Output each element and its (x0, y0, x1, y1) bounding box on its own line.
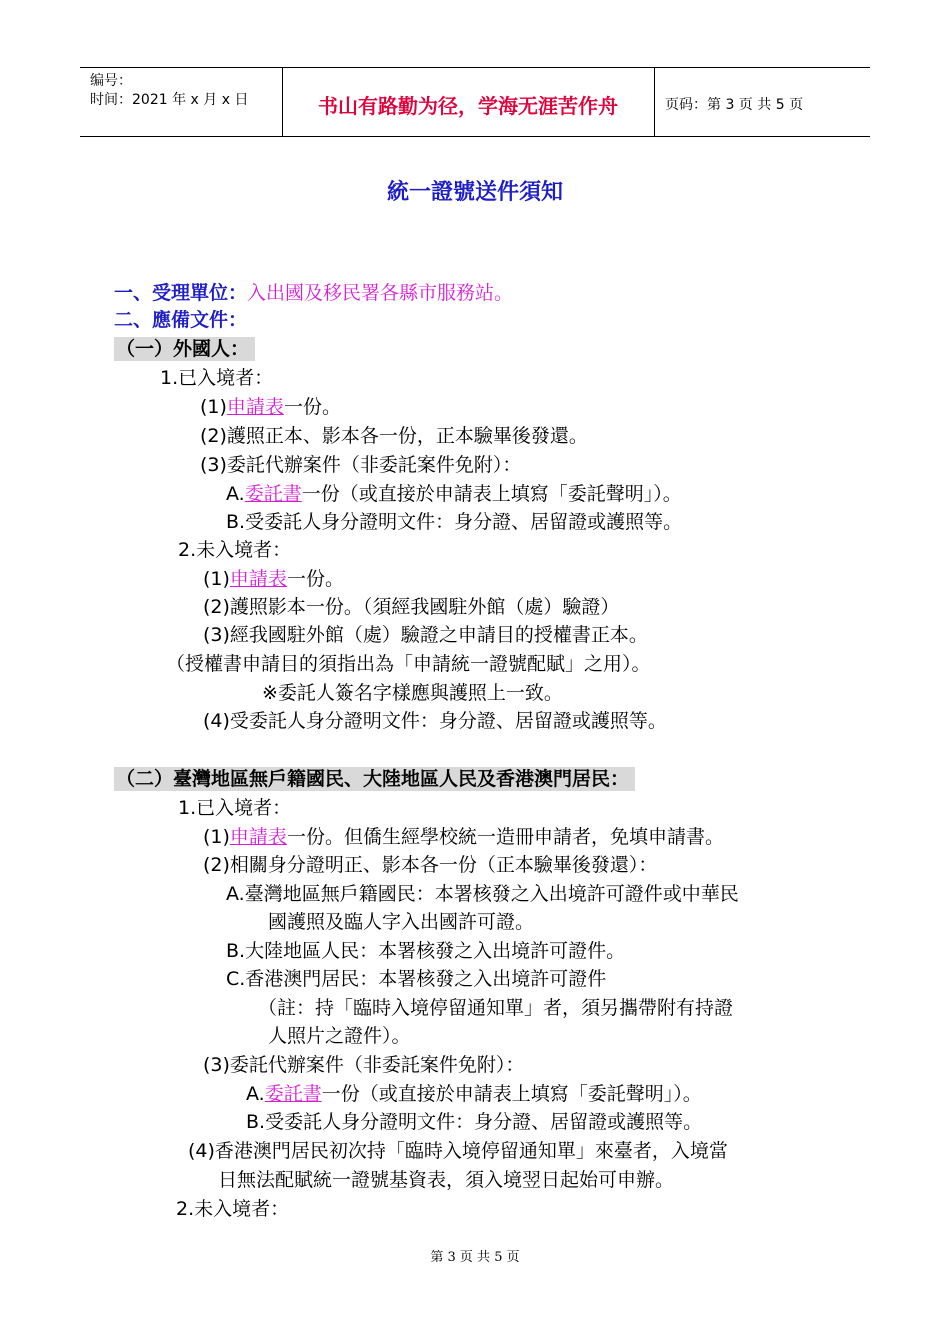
header-motto: 书山有路勤为径，学海无涯苦作舟 (318, 94, 618, 118)
power-of-attorney-link[interactable]: 委託書 (244, 483, 302, 505)
list-item: (1)申請表一份。 (203, 568, 344, 590)
list-item: 日無法配賦統一證號基資表，須入境翌日起始可申辦。 (218, 1169, 675, 1191)
list-item-note: （授權書申請目的須指出為「申請統一證號配賦」之用）。 (166, 653, 651, 675)
list-item: (3)經我國駐外館（處）驗證之申請目的授權書正本。 (203, 624, 648, 646)
item-label: 1.已入境者： (160, 367, 274, 389)
header-page-info: 页码：第 3 页 共 5 页 (665, 97, 804, 113)
list-item-note: ※委託人簽名字樣應與護照上一致。 (262, 682, 563, 704)
list-item-note: 人照片之證件）。 (268, 1025, 411, 1047)
section-receiving-unit (114, 280, 513, 306)
list-item: (3)委託代辦案件（非委託案件免附）： (200, 454, 522, 476)
page-header (80, 67, 870, 137)
list-item: (1)申請表一份。 (200, 396, 341, 418)
item-label: 2.未入境者： (178, 539, 292, 561)
list-item: 國護照及臨人字入出國許可證。 (268, 911, 535, 933)
time-label: 时间：2021 年 x 月 x 日 (90, 92, 249, 108)
item-label: 1.已入境者： (178, 797, 292, 819)
power-of-attorney-link[interactable]: 委託書 (264, 1083, 322, 1105)
list-item: (2)護照影本一份。（須經我國駐外館（處）驗證） (203, 596, 620, 618)
list-item: B.受委託人身分證明文件：身分證、居留證或護照等。 (246, 1111, 703, 1133)
header-divider (654, 68, 655, 136)
application-form-link[interactable]: 申請表 (229, 826, 287, 848)
subheading-foreigners: （一）外國人： (114, 336, 255, 362)
list-item: (3)委託代辦案件（非委託案件免附）： (203, 1054, 525, 1076)
list-item: A.委託書一份（或直接於申請表上填寫「委託聲明」）。 (246, 1083, 702, 1105)
list-item: C.香港澳門居民：本署核發之入出境許可證件 (226, 968, 607, 990)
list-item: A.臺灣地區無戶籍國民：本署核發之入出境許可證件或中華民 (226, 883, 739, 905)
section-value: 入出國及移民署各縣市服務站。 (247, 282, 514, 304)
application-form-link[interactable]: 申請表 (229, 568, 287, 590)
list-item: (1)申請表一份。但僑生經學校統一造冊申請者，免填申請書。 (203, 826, 724, 848)
number-label: 编号： (90, 73, 132, 89)
section-required-documents: 二、應備文件： (114, 309, 248, 331)
list-item: B.大陸地區人民：本署核發之入出境許可證件。 (226, 940, 626, 962)
list-item: (2)相關身分證明正、影本各一份（正本驗畢後發還）： (203, 854, 658, 876)
header-meta (90, 72, 248, 110)
list-item: A.委託書一份（或直接於申請表上填寫「委託聲明」）。 (226, 483, 682, 505)
list-item: B.受委託人身分證明文件：身分證、居留證或護照等。 (226, 511, 683, 533)
list-item-note: （註：持「臨時入境停留通知單」者，須另攜帶附有持證 (258, 997, 734, 1019)
application-form-link[interactable]: 申請表 (226, 396, 284, 418)
document-title: 統一證號送件須知 (386, 179, 563, 205)
list-item: (2)護照正本、影本各一份，正本驗畢後發還。 (200, 425, 588, 447)
list-item: (4)香港澳門居民初次持「臨時入境停留通知單」來臺者，入境當 (188, 1140, 728, 1162)
item-label: 2.未入境者： (176, 1198, 290, 1220)
section-label: 一、受理單位： (114, 282, 248, 304)
list-item: (4)受委託人身分證明文件：身分證、居留證或護照等。 (203, 710, 667, 732)
page-footer: 第 3 页 共 5 页 (430, 1250, 520, 1265)
subheading-taiwan-residents: （二）臺灣地區無戶籍國民、大陸地區人民及香港澳門居民： (114, 766, 635, 792)
